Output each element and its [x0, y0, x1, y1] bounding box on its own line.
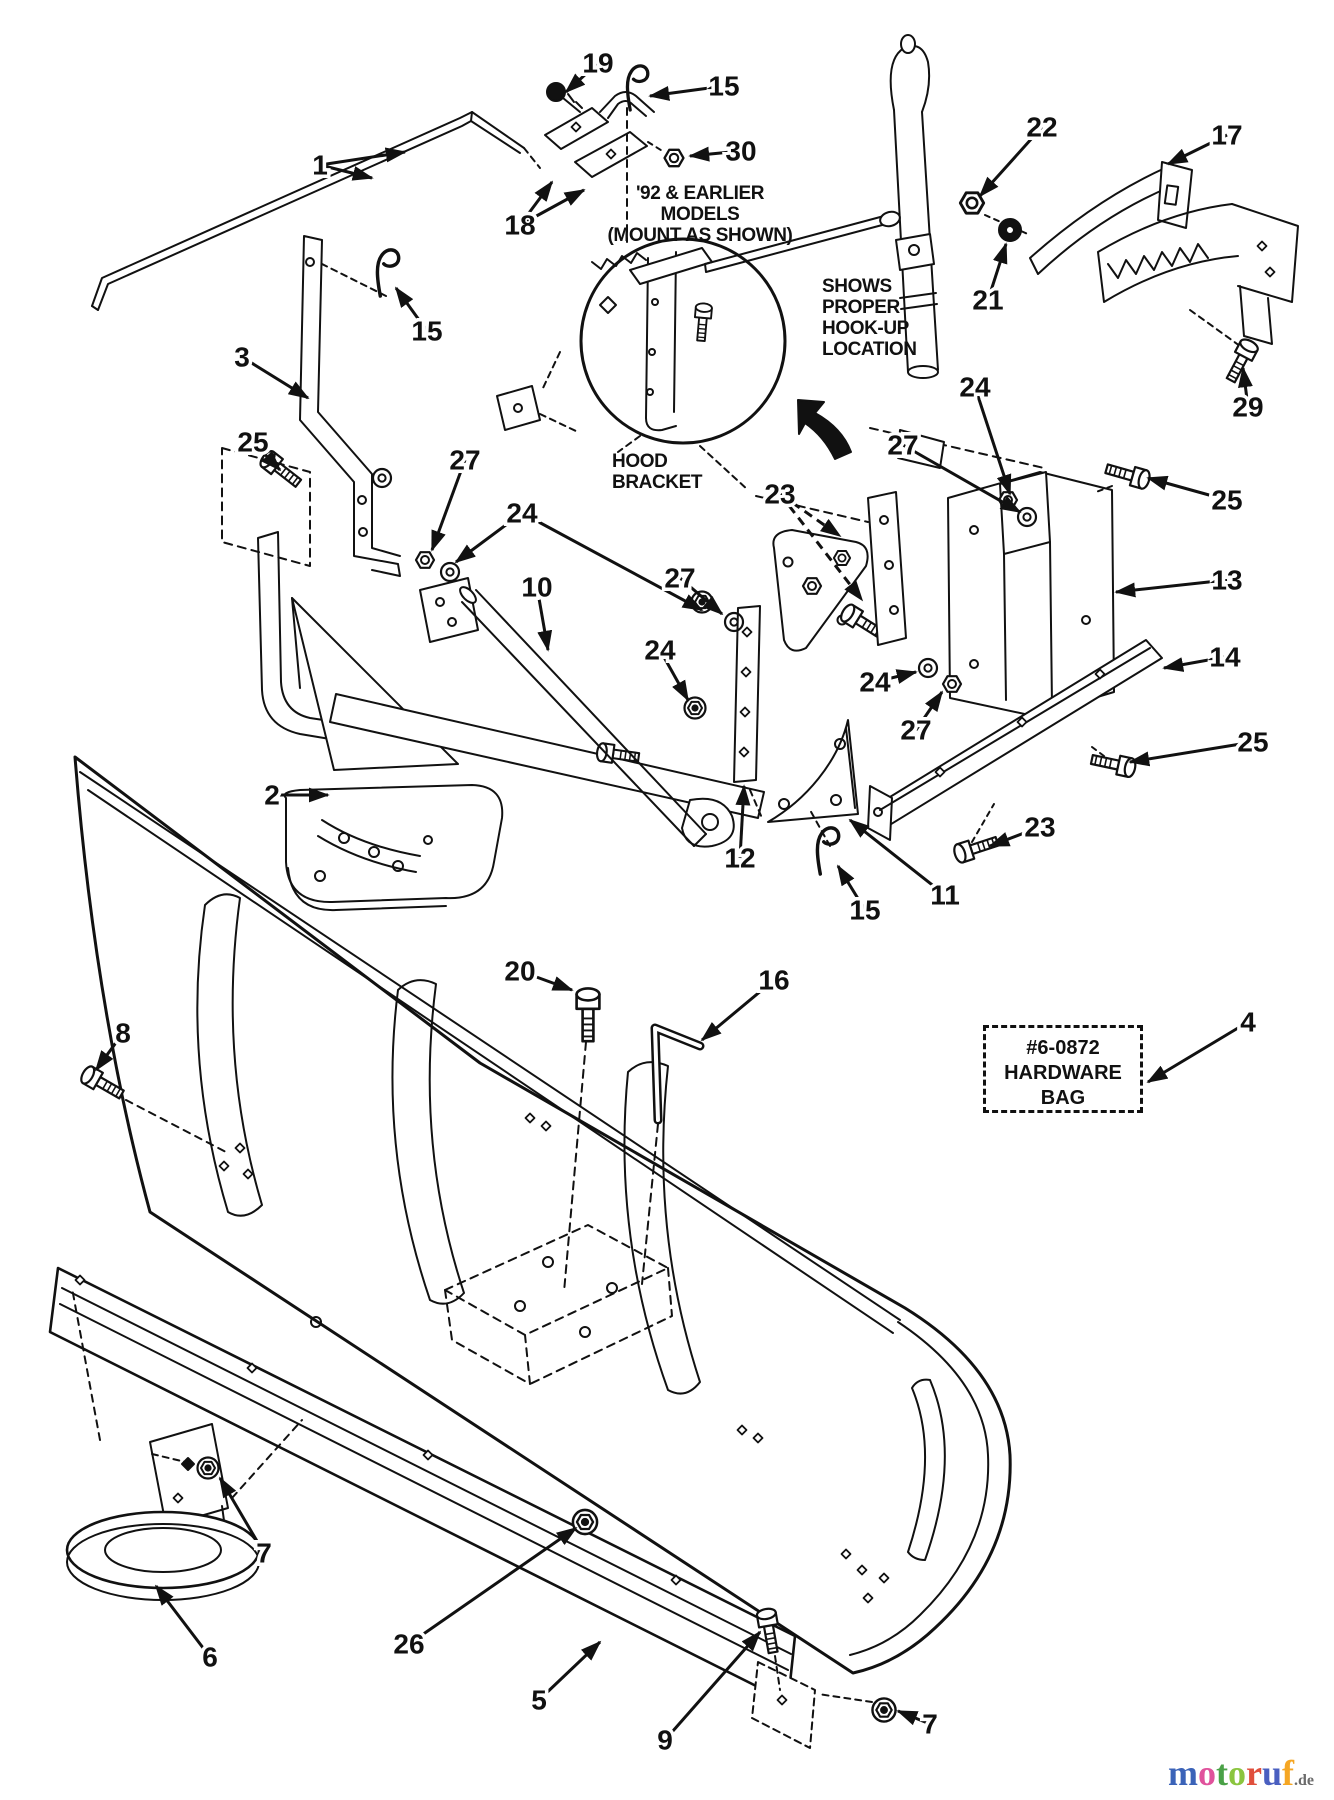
callout-6: 6	[202, 1641, 218, 1673]
callout-leader	[1116, 580, 1227, 592]
dark-washer-icon	[999, 219, 1021, 241]
callout-20: 20	[504, 955, 536, 987]
lift-rod	[92, 112, 540, 310]
callout-leader	[975, 387, 1010, 494]
watermark-letter: u	[1261, 1753, 1283, 1793]
callout-24: 24	[959, 371, 991, 403]
callout-19: 19	[582, 47, 614, 79]
diagram-line-art	[50, 35, 1298, 1748]
callout-16: 16	[758, 964, 790, 996]
callout-21: 21	[972, 284, 1004, 316]
watermark-letter: f	[1282, 1753, 1295, 1793]
callout-27: 27	[449, 444, 481, 476]
note-line: '92 & EARLIER	[635, 183, 765, 204]
callout-leader	[320, 152, 405, 165]
callout-30: 30	[725, 135, 757, 167]
callout-leader	[1148, 1022, 1248, 1082]
callout-12: 12	[724, 842, 756, 874]
callout-2: 2	[264, 779, 280, 811]
callout-15: 15	[849, 894, 881, 926]
callout-7: 7	[922, 1708, 938, 1740]
callout-23: 23	[1024, 811, 1056, 843]
watermark	[1168, 1752, 1314, 1794]
hardware-bag-box	[983, 1025, 1143, 1113]
callout-4: 4	[1240, 1006, 1256, 1038]
watermark-suffix: .de	[1294, 1772, 1315, 1789]
callout-25: 25	[1211, 484, 1243, 516]
callout-25: 25	[1237, 726, 1269, 758]
callout-1: 1	[312, 149, 328, 181]
callout-27: 27	[900, 714, 932, 746]
callout-leader	[1130, 742, 1253, 762]
callout-26: 26	[393, 1628, 425, 1660]
callout-leader	[539, 1642, 600, 1700]
watermark-letter: o	[1198, 1753, 1216, 1793]
callout-29: 29	[1232, 391, 1264, 423]
callout-17: 17	[1211, 119, 1243, 151]
note-92-earlier-models	[590, 183, 810, 246]
watermark-letter: o	[1228, 1753, 1246, 1793]
quadrant-bracket-assembly	[960, 162, 1298, 385]
hardware-bag-line: HARDWARE	[1004, 1062, 1122, 1084]
gusset-plate	[768, 720, 858, 874]
note-line: HOOK-UP	[822, 318, 909, 339]
callout-15: 15	[708, 70, 740, 102]
callout-22: 22	[1026, 111, 1058, 143]
note-line: PROPER	[822, 297, 900, 318]
note-line: (MOUNT AS SHOWN)	[607, 225, 793, 246]
callout-24: 24	[859, 666, 891, 698]
hardware-bag-part-number: #6-0872	[1026, 1037, 1100, 1059]
note-line: BRACKET	[612, 472, 703, 493]
note-line: HOOD	[612, 451, 668, 472]
callout-10: 10	[521, 571, 553, 603]
note-line: LOCATION	[822, 339, 917, 360]
callout-3: 3	[234, 341, 250, 373]
watermark-letter: t	[1216, 1753, 1228, 1793]
hardware-bag-line: BAG	[1040, 1087, 1086, 1109]
callout-24: 24	[644, 634, 676, 666]
pivot-plate	[773, 430, 944, 651]
callout-25: 25	[237, 426, 269, 458]
callout-11: 11	[930, 879, 960, 911]
z-bracket	[222, 236, 459, 581]
note-line: MODELS	[660, 204, 740, 225]
center-fasteners	[685, 592, 744, 719]
note-hood-bracket	[612, 451, 702, 493]
callout-5: 5	[531, 1684, 547, 1716]
callout-15: 15	[411, 315, 443, 347]
callout-8: 8	[115, 1017, 131, 1049]
direction-arrow	[798, 400, 851, 459]
callout-13: 13	[1211, 564, 1243, 596]
callout-27: 27	[887, 429, 919, 461]
callout-24: 24	[506, 497, 538, 529]
note-line: SHOWS	[822, 276, 892, 297]
note-proper-hookup	[822, 276, 917, 360]
callout-9: 9	[657, 1724, 673, 1756]
watermark-word	[1168, 1753, 1294, 1793]
callout-23: 23	[764, 478, 796, 510]
watermark-letter: m	[1168, 1753, 1198, 1793]
callout-leader	[242, 357, 308, 398]
watermark-letter: r	[1246, 1753, 1262, 1793]
callout-27: 27	[664, 562, 696, 594]
callout-18: 18	[504, 209, 536, 241]
callout-14: 14	[1209, 641, 1241, 673]
callout-7: 7	[256, 1537, 272, 1569]
